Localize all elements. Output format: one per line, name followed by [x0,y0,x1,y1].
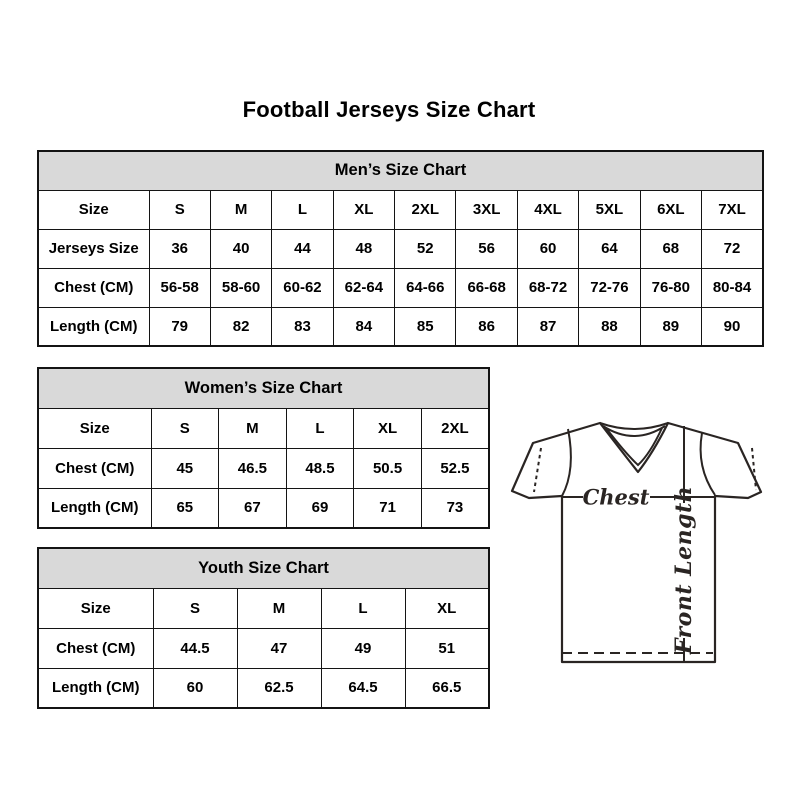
table-cell: 52 [395,229,456,268]
table-cell: 56 [456,229,517,268]
table-cell: XL [405,588,489,628]
table-cell: 48 [333,229,394,268]
table-row [38,448,489,488]
table-cell: 64 [579,229,640,268]
table-cell: 71 [354,488,422,528]
table-cell: 58-60 [210,268,271,307]
row-label: Length (CM) [38,488,151,528]
table-cell: 88 [579,307,640,346]
table-cell: 90 [702,307,763,346]
table-cell: 64-66 [395,268,456,307]
table-row [38,668,489,708]
table-cell: 66.5 [405,668,489,708]
table-cell: 62-64 [333,268,394,307]
table-cell: 46.5 [219,448,287,488]
table-cell: 85 [395,307,456,346]
table-cell: L [272,190,333,229]
table-cell: XL [354,408,422,448]
table-cell: 44.5 [153,628,237,668]
table-cell: 80-84 [702,268,763,307]
jersey-outline [512,423,761,662]
table-cell: 72 [702,229,763,268]
section-title: Youth Size Chart [38,548,489,588]
table-cell: 64.5 [321,668,405,708]
table-cell: 60 [517,229,578,268]
table-cell: 47 [237,628,321,668]
table-row [38,268,763,307]
table-cell: 2XL [421,408,489,448]
table-cell: 48.5 [286,448,354,488]
row-label: Size [38,408,151,448]
table-cell: 89 [640,307,701,346]
table-row [38,408,489,448]
table-cell: 52.5 [421,448,489,488]
table-cell: 5XL [579,190,640,229]
table-cell: 62.5 [237,668,321,708]
row-label: Size [38,190,149,229]
table-row [38,588,489,628]
table-row [38,628,489,668]
table-cell: S [149,190,210,229]
table-cell: 60 [153,668,237,708]
table-cell: 44 [272,229,333,268]
table-row [38,229,763,268]
row-label: Chest (CM) [38,268,149,307]
row-label: Jerseys Size [38,229,149,268]
table-row [38,307,763,346]
table-row [38,488,489,528]
table-cell: 50.5 [354,448,422,488]
row-label: Chest (CM) [38,448,151,488]
section-title: Men’s Size Chart [38,151,763,190]
table-cell: 36 [149,229,210,268]
womens-size-chart-table [37,367,490,529]
table-cell: 65 [151,488,219,528]
table-cell: 83 [272,307,333,346]
table-cell: 86 [456,307,517,346]
jersey-measurement-diagram [505,415,765,665]
table-cell: 68 [640,229,701,268]
table-cell: 45 [151,448,219,488]
table-cell: 2XL [395,190,456,229]
table-cell: 6XL [640,190,701,229]
table-cell: 73 [421,488,489,528]
table-cell: M [237,588,321,628]
front-length-label: Front Length [671,485,697,655]
table-cell: 67 [219,488,287,528]
table-cell: 79 [149,307,210,346]
table-cell: L [286,408,354,448]
row-label: Length (CM) [38,668,153,708]
row-label: Chest (CM) [38,628,153,668]
row-label: Size [38,588,153,628]
table-cell: 3XL [456,190,517,229]
youth-size-chart-table [37,547,490,709]
jersey-illustration [505,415,765,665]
section-title: Women’s Size Chart [38,368,489,408]
table-cell: 60-62 [272,268,333,307]
table-cell: 7XL [702,190,763,229]
table-cell: 4XL [517,190,578,229]
table-cell: 51 [405,628,489,668]
table-cell: XL [333,190,394,229]
table-cell: 87 [517,307,578,346]
table-cell: 66-68 [456,268,517,307]
table-cell: 56-58 [149,268,210,307]
chest-label: Chest [582,484,650,510]
table-cell: M [210,190,271,229]
table-cell: 84 [333,307,394,346]
table-cell: 68-72 [517,268,578,307]
table-cell: 49 [321,628,405,668]
table-row [38,190,763,229]
table-cell: S [151,408,219,448]
table-cell: L [321,588,405,628]
table-cell: 76-80 [640,268,701,307]
row-label: Length (CM) [38,307,149,346]
table-cell: 72-76 [579,268,640,307]
table-cell: 82 [210,307,271,346]
table-cell: S [153,588,237,628]
mens-size-chart-table [37,150,764,347]
table-cell: 69 [286,488,354,528]
table-cell: M [219,408,287,448]
table-cell: 40 [210,229,271,268]
page-title: Football Jerseys Size Chart [242,97,536,122]
